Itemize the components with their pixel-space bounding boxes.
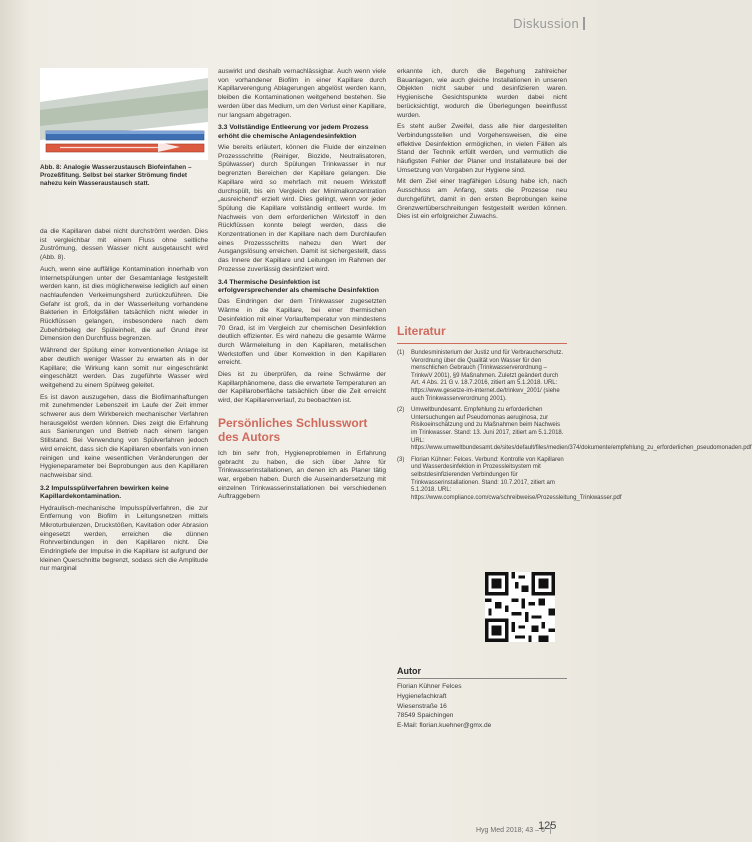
figure-caption: Abb. 8: Analogie Wasserzustausch Biofeinfahen – Prozeßfitung. Selbst bei starker Strömung findet nahezu kein Wasseraustausch statt. (40, 164, 192, 187)
author-email[interactable]: E-Mail: florian.kuehner@gmx.de (397, 722, 492, 730)
reference-number: (2) (397, 407, 405, 414)
column-1 (40, 228, 208, 577)
author-heading: Autor (397, 666, 421, 676)
paragraph: Es ist davon auszugehen, dass die Biofilmanhaftungen mit zunehmender Lebenszeit im Laufe der Zeit immer schwerer aus dem Wirkbereich mechanischer Verfahren herausgelöst werden können. Dies zeigt die Erfahrung aus Sanierungen und Betrieb nach einem langen Stillstand. Bei Verwendung von Spülverfahren jedoch wird erreicht, dass sich die Kapillaren ebenfalls von innen reinigen und keine wesentlichen Veränderungen der Hygieneparameter bei Beprobungen aus den Kapillaren nachweisbar sind. (40, 393, 208, 479)
column-2 (218, 68, 386, 505)
figure-8-image (40, 68, 208, 160)
references-heading: Literatur (397, 324, 446, 338)
section-heading-impuls: 3.2 Impulsspülverfahren bewirken keine Kapillardekontamination. (40, 484, 169, 501)
header-divider (583, 17, 585, 30)
paragraph: Auch, wenn eine auffällige Kontamination innerhalb von Internetspülungen unter der Gesamtanlage festgestellt werden kann, ist dies möglicherweise lediglich auf einen nachlaufenden Verkeimungsherd zurückzuführen. Die Gefahr ist groß, da in der Wasserleitung vorhandene Bakterien in Erfolgsfällen tatsächlich nicht wieder in Rückflüssen gelangen, insbesondere nach dem Zubehörbeleg der Spüleinheit, die auf Grund ihrer Dimension den Durchfluss begrenzen. (40, 265, 208, 343)
author-name: Florian Kühner Felces (397, 683, 462, 690)
page-number: 125 (538, 820, 557, 832)
paragraph: Es steht außer Zweifel, dass alle hier dargestellten Verbindungsstellen und Vorgehensweisen, die eine effektive Desinfektion ermöglichen, in vielen Fällen als Stand der Technik erfüllt werden, und vermutlich die häufigsten Fehler der Planer und Installateure bei der Umsetzung von Vorgaben zur Hygiene sind. (397, 123, 567, 174)
paragraph: erkannte ich, durch die Begehung zahlreicher Bauanlagen, wie auch gleiche Installationen in unseren Objekten nicht sauber und desinfizieren waren. Hygienische Gesichtspunkte wurden dabei nicht berücksichtigt, wodurch die Überlegungen beeinflusst wurden. (397, 68, 567, 119)
reference-item (397, 456, 622, 503)
paragraph: Das Eindringen der dem Trinkwasser zugesetzten Wärme in die Kapillare, bei einer thermischen Desinfektion mit einer Vorlauftemperatur von mindestens 70 Grad, ist im Vergleich zur chemischen Desinfektion deutlich effizienter. Es wird nahezu die gesamte Wärme durch Wärmeleitung in den Kapillaren, metallischen Werkstoffen und über Konvektion in den Kapillaren erreicht. (218, 298, 386, 367)
reference-number: (1) (397, 350, 405, 356)
reference-number: (3) (397, 456, 405, 463)
reference-text: Florian Kühner: Felces. Verbund: Kontrolle von Kapillaren und Wasserdesinfektion in Prozessleitsystem mit selbstdesinfizierenden Verbindungen für Trinkwasserinstallationen. Stand: 10.7.2017, zitiert am 5.1.2018. URL: https://www.compliance.com/cwa/schreibweise/Prozessleitung_Trinkwasser.pdf (411, 456, 622, 501)
paragraph: Dies ist zu überprüfen, da reine Schwärme der Kapillarphänomene, dass die erwartete Temperaturen an der Kapillaroberfläche tatsächlich über die Zeit erreicht wird, der Kapillarenverlauf, zu beobachten ist. (218, 371, 386, 405)
section-heading-entleerung: 3.3 Vollständige Entleerung vor jedem Prozess erhöht die chemische Anlagendesinfektion (218, 124, 369, 140)
paragraph: da die Kapillaren dabei nicht durchströmt werden. Dies ist vergleichbar mit einem Fluss ohne seitliche Zuströmung, dessen Wasser nicht ausgetauscht wird (Abb. 8). (40, 228, 208, 262)
flow-illustration (40, 68, 208, 160)
paragraph: Wie bereits erläutert, können die Fluide der einzelnen Prozessschritte (Reiniger, Biozide, Neutralisatoren, Spülwasser) durch Spülungen Trinkwasser in nur begrenzten Bereichen der Kapillare gelangen. Die Kapillare wird so mehrfach mit neuem Wirkstoff durchspült, bis ein Vergleich der Minimalkonzentration „ausreichend“ erzielt wird. Dies gelingt, wenn vor jeder Spülung die Kapillare vollständig entleert wurde. Im Nachweis von dem erforderlichen Wirkstoff in den Rückflüssen konnte belegt werden, dass die Konzentrationen in der Kapillare nach dem Durchlaufen eines Prozessschritts nahezu den Wert der Ausgangslösung erreichen. Damit ist sichergestellt, dass das Innere der Kapillare und Leitungen im Rahmen der Prozesse zuverlässig desinfiziert wird. (218, 144, 386, 273)
section-header (513, 16, 585, 31)
references-divider (397, 343, 567, 344)
author-role: Hygienefachkraft (397, 692, 447, 700)
journal-citation: Hyg Med 2018; 43 – 6 (476, 827, 545, 834)
paragraph: Mit dem Ziel einer tragfähigen Lösung habe ich, nach Ausschluss am Anfang, stets die Prozesse neu durchgeführt, damit in den ersten Beprobungen keine Grenzwertüberschreitungen festgestellt werden können. Dies ist ein erfolgreicher Zuwachs. (397, 178, 567, 221)
author-block (397, 682, 491, 731)
author-city: 78549 Spaichingen (397, 712, 454, 720)
reference-item (397, 407, 752, 453)
paragraph: Hydraulisch-mechanische Impulsspülverfahren, die zur Entfernung von Biofilm in Leitungsnetzen mittels Mikroturbulenzen, Druckstößen, Kavitation oder Abrasion eingesetzt werden, erreichen die dünnen Rohrverbindungen in den Kapillaren nicht. Die Eindringtiefe der Impulse in die Kapillare ist aufgrund der kleinen Querschnitte begrenzt, sodass sich die Amplitude nur marginal (40, 504, 208, 573)
author-street: Wiesenstraße 16 (397, 702, 447, 710)
column-3 (397, 68, 567, 225)
closing-remarks-heading: Persönliches Schlusswort des Autors (218, 415, 368, 444)
reference-item (397, 350, 567, 403)
author-divider (397, 678, 567, 679)
references-list (397, 350, 752, 506)
paragraph: Während der Spülung einer konventionellen Anlage ist aber deutlich weniger Wasser zu erwarten als in der Kapillare; die Wirkung kann somit nur eingeschränkt eingeschätzt werden. Das zugeführte Wasser wird weitgehend zu einem Spülweg geleitet. (40, 347, 208, 389)
reference-text: Bundesministerium der Justiz und für Verbraucherschutz. Verordnung über die Qualität von Wasser für den menschlichen Gebrauch (Trinkwasserverordnung – TrinkwV 2001), §9 Maßnahmen. Zuletzt geändert durch Art. 4 Abs. 21 G v. 18.7.2016, zitiert am 5.1.2018. URL: https://www.gesetze-im-internet.de/trinkwv_2001/ (siehe auch Trinkwasserverordnung 2001). (411, 350, 564, 402)
paragraph: auswirkt und deshalb vernachlässigbar. Auch wenn viele von vorhandener Biofilm in einer Kapillare durch Kapillarverengung Ablagerungen abgelöst werden kann, bleiben die Kontaminationen weitgehend bestehen. Sie werden über das Medium, um den Verlust einer Kapillare, nur langsam abgetragen. (218, 68, 386, 119)
section-label: Diskussion (513, 16, 579, 31)
section-heading-thermisch: 3.4 Thermische Desinfektion ist erfolgversprechender als chemische Desinfektion (218, 278, 379, 294)
paragraph: Ich bin sehr froh, Hygieneproblemen in Erfahrung gebracht zu haben, die sich über Jahre für Trinkwasserinstallationen, an denen ich als Planer tätig war, ergeben haben. Durch die Auseinandersetzung mit einzelnen Trinkwasserinstallationen bei verschiedenen Auftraggebern (218, 449, 386, 501)
reference-text: Umweltbundesamt. Empfehlung zu erforderlichen Untersuchungen auf Pseudomonas aeruginosa, zur Risikoeinschätzung und zu Maßnahmen beim Nachweis im Trinkwasser. Stand: 13. Juni 2017, zitiert am 5.1.2018. URL: https://www.umweltbundesamt.de/sites/default/files/medien/374/dokumente/empfehlung_zu_erforderlichen_pseudomonaden.pdf (411, 407, 752, 452)
qr-code-icon[interactable] (485, 572, 555, 642)
